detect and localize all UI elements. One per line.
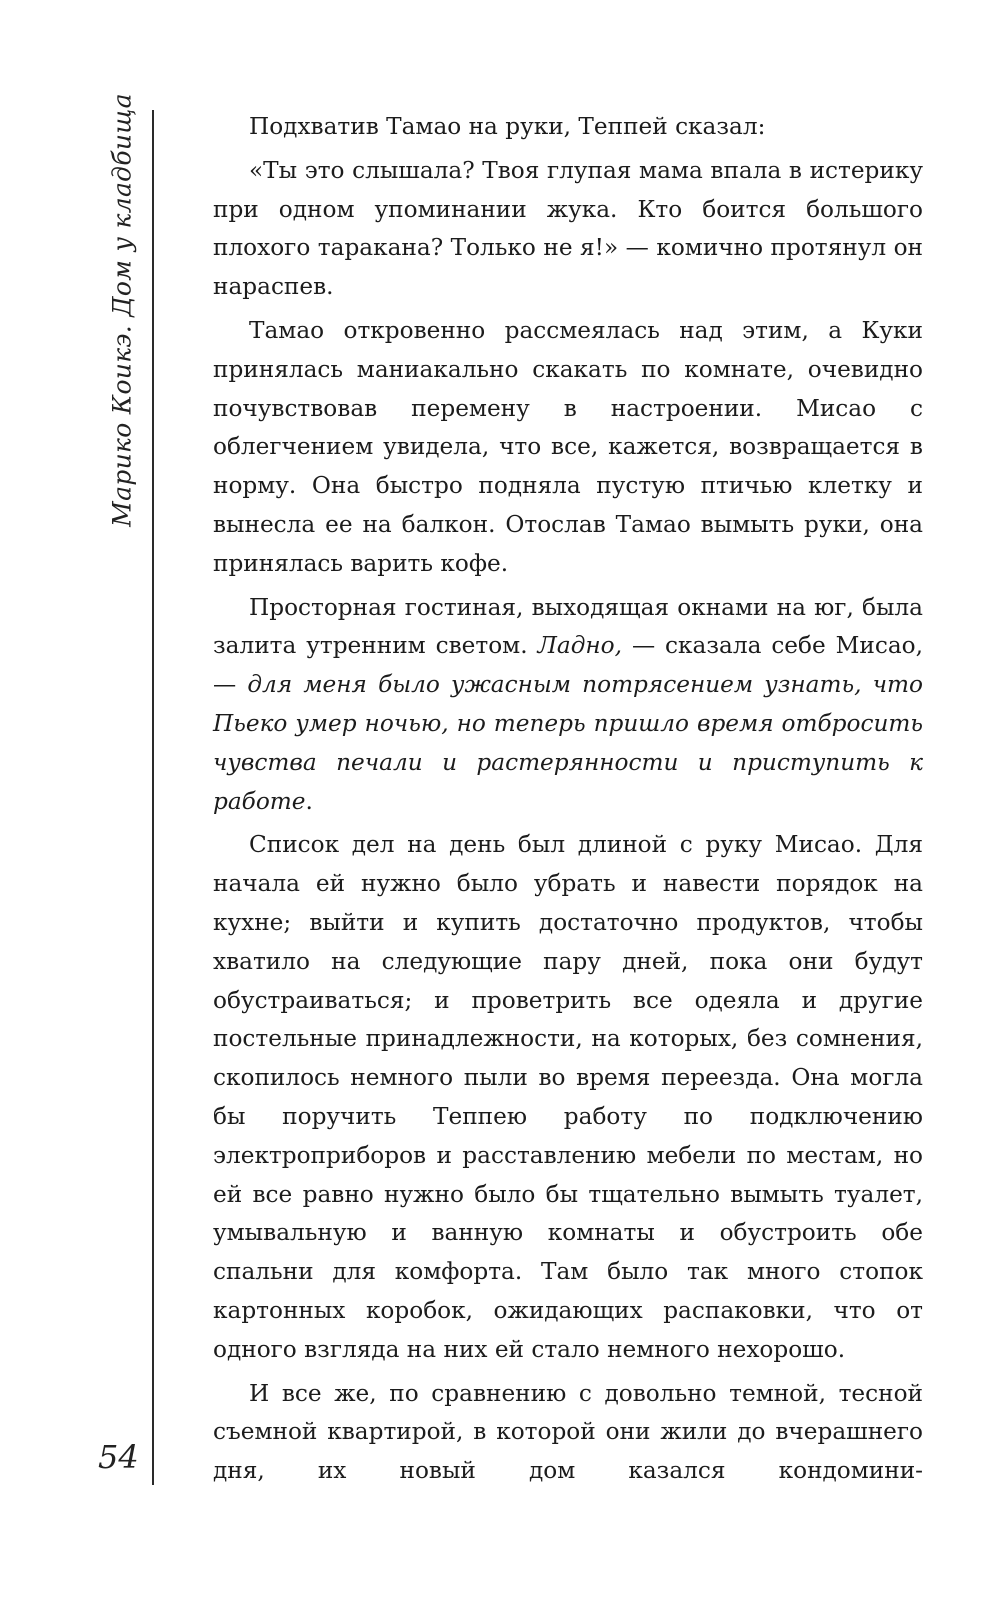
margin-rule bbox=[152, 110, 154, 1485]
page-number: 54 bbox=[98, 1438, 139, 1476]
paragraph-4-thought-1: Ладно, bbox=[537, 632, 622, 660]
paragraph-4-lead: Просторная гостиная, выходящая окнами на юг, была залита утренним светом. bbox=[213, 593, 923, 660]
paragraph-4 bbox=[213, 589, 923, 822]
paragraph-3: Тамао откровенно рассмеялась над этим, а Куки принялась маниакально скакать по комнате, очевидно почувствовав перемену в настроении. Мисао с облегчением увидела, что все, кажется, возвращается в норму. Она быстро подняла пустую птичью клетку и вынесла ее на балкон. Отослав Тамао вымыть руки, она принялась варить кофе. bbox=[213, 316, 923, 577]
paragraph-4-thought-2: для меня было ужасным потрясением узнать, что Пьеко умер ночью, но теперь пришло время отбросить чувства печали и растерянности и приступить к работе bbox=[213, 671, 923, 815]
body-text bbox=[213, 108, 923, 1496]
running-head-text: Марико Коикэ. Дом у кладбища bbox=[107, 93, 137, 527]
paragraph-5: Список дел на день был длиной с руку Мисао. Для начала ей нужно было убрать и навести порядок на кухне; выйти и купить достаточно продуктов, чтобы хватило на следующие пару дней, пока они будут обустраиваться; и проветрить все одеяла и другие постельные принадлежности, на которых, без сомнения, скопилось немного пыли во время переезда. Она могла бы поручить Теппею работу по подключению электроприборов и расставлению мебели по местам, но ей все равно нужно было бы тщательно вымыть туалет, умывальную и ванную комнаты и обустроить обе спальни для комфорта. Там было так много стопок картонных коробок, ожидающих распаковки, что от одного взгляда на них ей стало немного нехорошо. bbox=[213, 831, 923, 1363]
paragraph-1: Подхватив Тамао на руки, Теппей сказал: bbox=[249, 113, 766, 140]
paragraph-4-end: . bbox=[305, 787, 313, 815]
paragraph-2: «Ты это слышала? Твоя глупая мама впала в истерику при одном упоминании жука. Кто боится большого плохого таракана? Только не я!» — комично протянул он нараспев. bbox=[213, 156, 923, 301]
paragraph-6: И все же, по сравнению с довольно темной, тесной съемной квартирой, в которой они жили до вчерашнего дня, их новый дом казался кондомини- bbox=[213, 1379, 923, 1485]
paragraph-4-attribution: — сказала себе Мисао, — bbox=[213, 632, 923, 699]
